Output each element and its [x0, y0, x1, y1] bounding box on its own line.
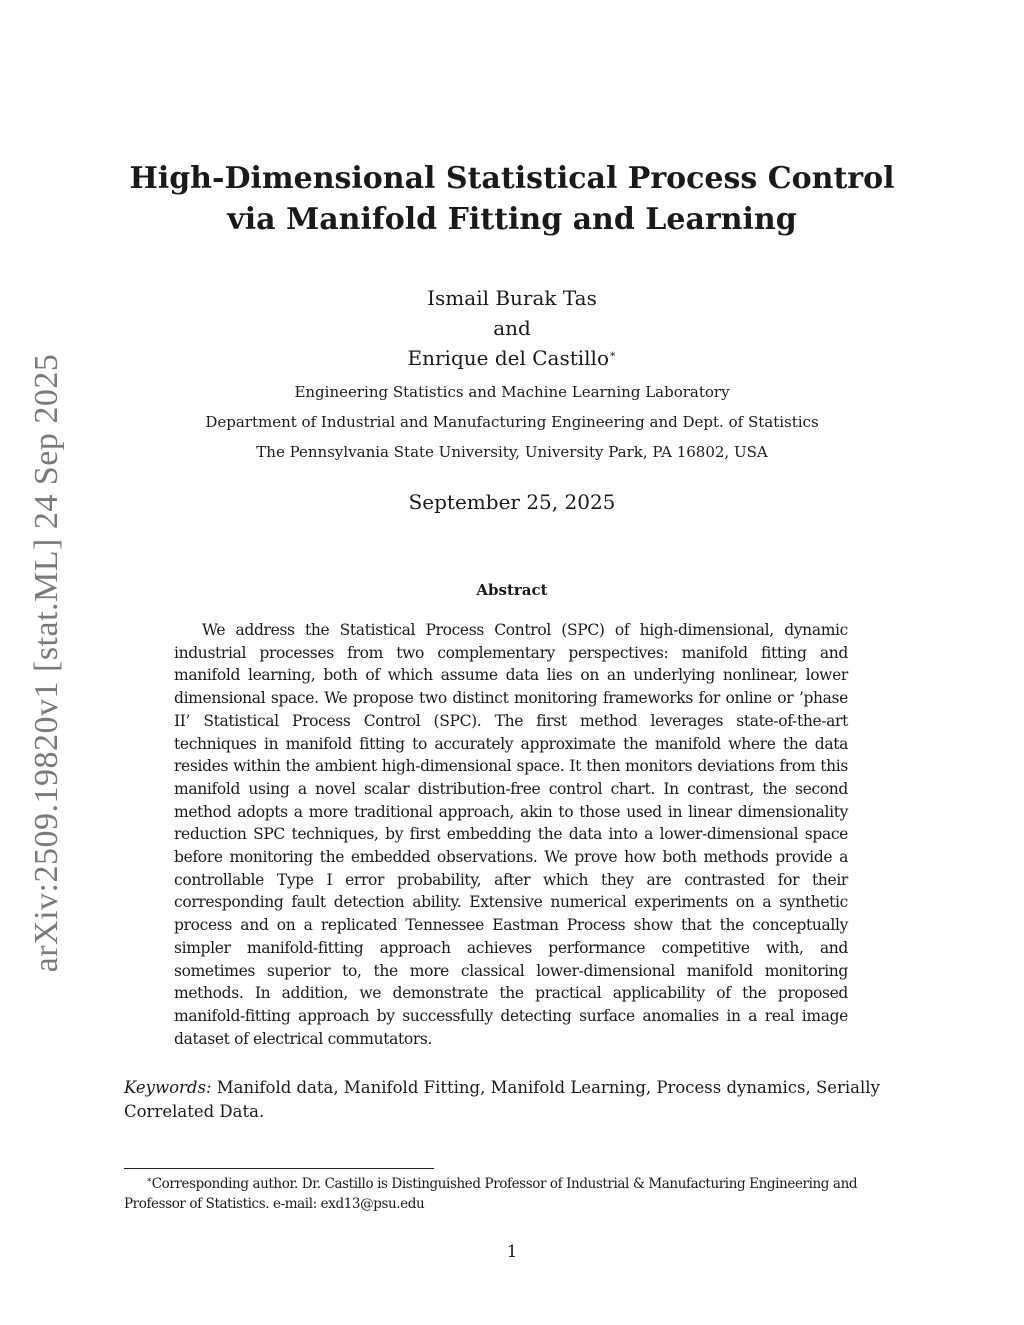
footnote-text: Corresponding author. Dr. Castillo is Distinguished Professor of Industrial & Manufacturing Engineering and Professor of Statistics. e-mail: exd13@psu.edu — [124, 1176, 858, 1212]
arxiv-identifier-stamp: arXiv:2509.19820v1 [stat.ML] 24 Sep 2025 — [28, 353, 65, 973]
affiliation-lab: Engineering Statistics and Machine Learning Laboratory — [294, 383, 730, 401]
title-line-2: via Manifold Fitting and Learning — [227, 202, 797, 237]
page-number: 1 — [506, 1242, 518, 1262]
paper-title — [100, 158, 924, 240]
footnote — [124, 1174, 896, 1214]
abstract-text: We address the Statistical Process Control (SPC) of high-dimensional, dynamic industrial processes from two complementary perspectives: manifold fitting and manifold learning, both of which assume data lies on an underlying nonlinear, lower dimensional space. We propose two distinct monitoring frameworks for online or ’phase II’ Statistical Process Control (SPC). The first method leverages state-of-the-art techniques in manifold fitting to accurately approximate the manifold where the data resides within the ambient high-dimensional space. It then monitors deviations from this manifold using a novel scalar distribution-free control chart. In contrast, the second method adopts a more traditional approach, akin to those used in linear dimensionality reduction SPC techniques, by first embedding the data into a lower-dimensional space before monitoring the embedded observations. We prove how both methods provide a controllable Type I error probability, after which they are contrasted for their corresponding fault detection ability. Extensive numerical experiments on a synthetic process and on a replicated Tennessee Eastman Process show that the conceptually simpler manifold-fitting approach achieves performance competitive with, and sometimes superior to, the more classical lower-dimensional manifold monitoring methods. In addition, we demonstrate the practical applicability of the proposed manifold-fitting approach by successfully detecting surface anomalies in a real image dataset of electrical commutators. — [174, 621, 848, 1048]
affiliation-block — [100, 377, 924, 467]
author-conjunction: and — [493, 316, 531, 340]
footnote-mark: ∗ — [146, 1175, 152, 1186]
affiliation-university: The Pennsylvania State University, University Park, PA 16802, USA — [256, 443, 768, 461]
author-1: Ismail Burak Tas — [427, 286, 597, 310]
keywords-label: Keywords: — [124, 1078, 212, 1097]
author-block — [100, 283, 924, 373]
author-2 — [100, 343, 924, 373]
author-2-name: Enrique del Castillo — [407, 346, 609, 370]
footnote-divider — [124, 1168, 434, 1169]
abstract-heading: Abstract — [476, 581, 548, 599]
corresponding-author-mark: ∗ — [608, 347, 617, 361]
title-line-1: High-Dimensional Statistical Process Control — [129, 161, 895, 196]
paper-date: September 25, 2025 — [408, 490, 616, 514]
keywords — [124, 1076, 896, 1124]
keywords-text: Manifold data, Manifold Fitting, Manifold Learning, Process dynamics, Serially Correlated Data. — [124, 1078, 880, 1121]
affiliation-department: Department of Industrial and Manufacturing Engineering and Dept. of Statistics — [205, 413, 819, 431]
